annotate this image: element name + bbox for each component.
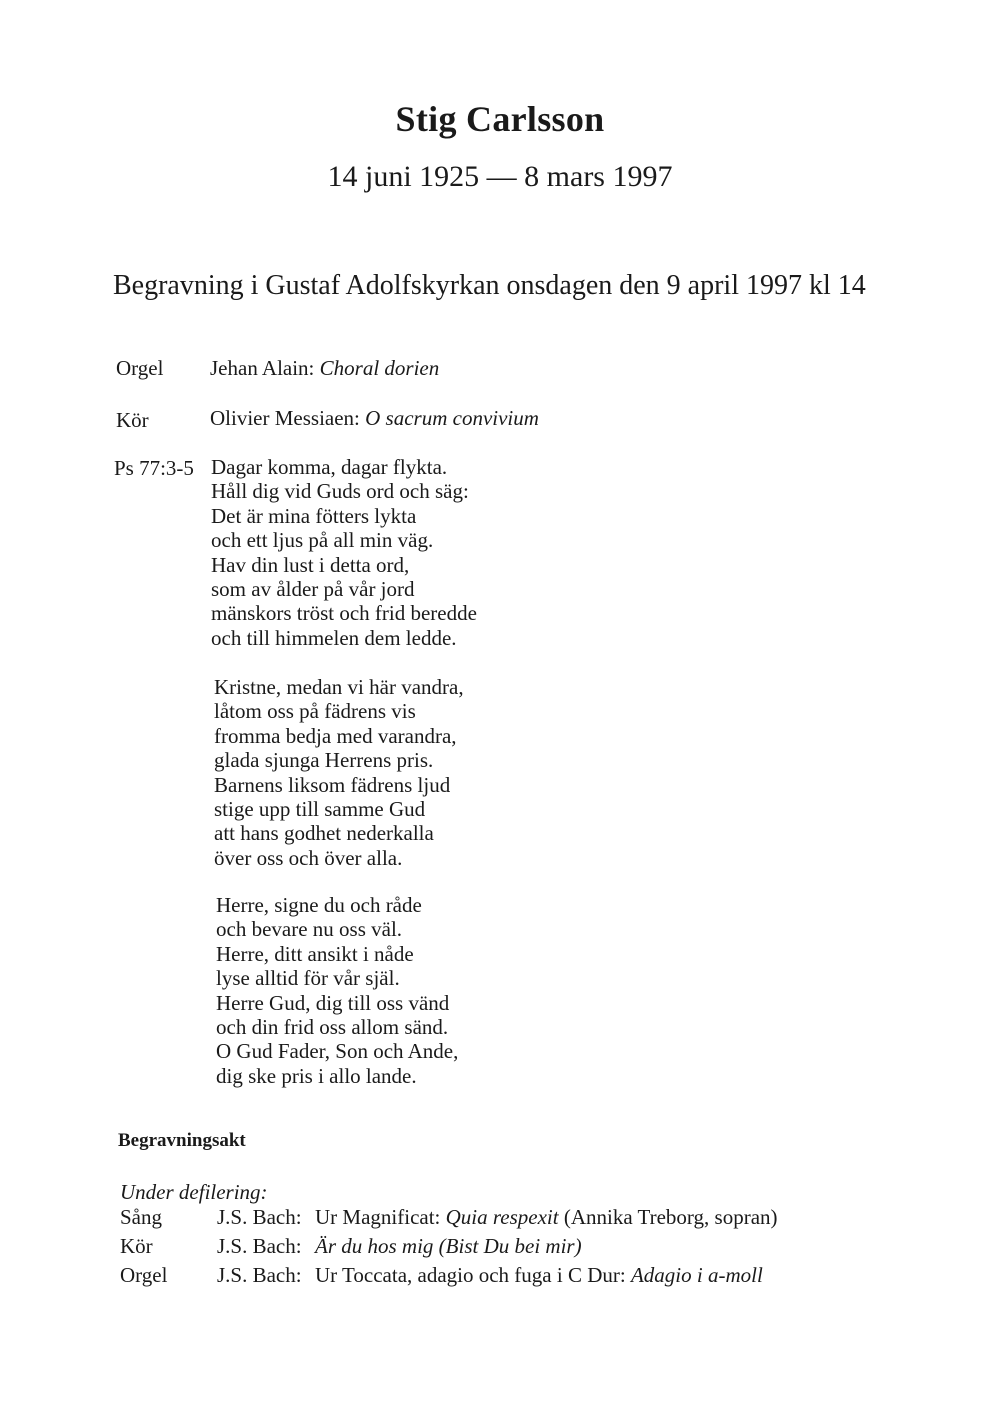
verse-line: låtom oss på fädrens vis	[214, 699, 416, 724]
burial-item-organ	[0, 1263, 1000, 1293]
work-title: Adagio i a-moll	[630, 1263, 763, 1287]
psalm-stanza-1	[211, 455, 477, 650]
service-heading: Begravning i Gustaf Adolfskyrkan onsdagen den 9 april 1997 kl 14	[113, 270, 866, 301]
life-dates: 14 juni 1925 — 8 mars 1997	[327, 160, 673, 193]
verse-line: fromma bedja med varandra,	[214, 723, 457, 748]
burial-item-label: Sång	[120, 1205, 162, 1229]
verse-line: som av ålder på vår jord	[211, 577, 415, 602]
program-composer: Olivier Messiaen:	[210, 406, 360, 430]
verse-line: Det är mina fötters lykta	[211, 503, 417, 528]
verse-line: och din frid oss allom sänd.	[216, 1015, 449, 1040]
verse-line: över oss och över alla.	[214, 845, 403, 870]
verse-line: att hans godhet nederkalla	[214, 821, 434, 846]
program-composer: Jehan Alain:	[210, 356, 315, 380]
verse-line: stige upp till samme Gud	[214, 797, 426, 822]
burial-item-composer: J.S. Bach:	[217, 1234, 302, 1258]
verse-line: dig ske pris i allo lande.	[216, 1063, 417, 1088]
psalm-stanza-2	[214, 675, 464, 870]
program-label: Kör	[116, 408, 149, 432]
verse-line: Herre, signe du och råde	[216, 893, 422, 917]
program-label: Orgel	[116, 356, 164, 380]
burial-item-composer: J.S. Bach:	[217, 1205, 302, 1229]
program-work: Choral dorien	[319, 356, 440, 380]
burial-item-work	[315, 1263, 763, 1288]
verse-line: och ett ljus på all min väg.	[211, 528, 434, 553]
program-entry	[210, 406, 539, 431]
deceased-name: Stig Carlsson	[395, 99, 605, 139]
burial-item-song	[0, 1205, 1000, 1235]
work-prefix: Ur Magnificat:	[315, 1205, 446, 1229]
burial-item-work	[315, 1234, 582, 1259]
verse-line: Herre, ditt ansikt i nåde	[216, 941, 414, 966]
program-work: O sacrum convivium	[365, 406, 539, 430]
psalm-stanza-3	[216, 893, 458, 1088]
verse-line: glada sjunga Herrens pris.	[214, 748, 434, 773]
burial-item-choir	[0, 1234, 1000, 1264]
program-entry	[210, 356, 439, 381]
verse-line: lyse alltid för vår själ.	[216, 966, 400, 991]
burial-item-composer: J.S. Bach:	[217, 1263, 302, 1287]
psalm-label: Ps 77:3-5	[114, 456, 194, 480]
burial-item-label: Kör	[120, 1234, 153, 1258]
verse-line: mänskors tröst och frid beredde	[211, 601, 477, 626]
verse-line: Dagar komma, dagar flykta.	[211, 455, 448, 479]
verse-line: Kristne, medan vi här vandra,	[214, 675, 464, 699]
verse-line: Håll dig vid Guds ord och säg:	[211, 479, 469, 504]
burial-heading: Begravningsakt	[118, 1130, 246, 1151]
procession-label: Under defilering:	[120, 1180, 268, 1204]
work-prefix: Ur Toccata, adagio och fuga i C Dur:	[315, 1263, 631, 1287]
verse-line: och bevare nu oss väl.	[216, 917, 403, 942]
work-title: Quia respexit	[445, 1205, 559, 1229]
work-title: Är du hos mig (Bist Du bei mir)	[315, 1234, 582, 1258]
verse-line: O Gud Fader, Son och Ande,	[216, 1039, 459, 1064]
verse-line: Hav din lust i detta ord,	[211, 552, 410, 577]
burial-item-work	[315, 1205, 778, 1230]
verse-line: Barnens liksom fädrens ljud	[214, 772, 451, 797]
verse-line: Herre Gud, dig till oss vänd	[216, 990, 450, 1015]
work-suffix: (Annika Treborg, sopran)	[558, 1205, 778, 1229]
burial-item-label: Orgel	[120, 1263, 168, 1287]
verse-line: och till himmelen dem ledde.	[211, 625, 457, 650]
